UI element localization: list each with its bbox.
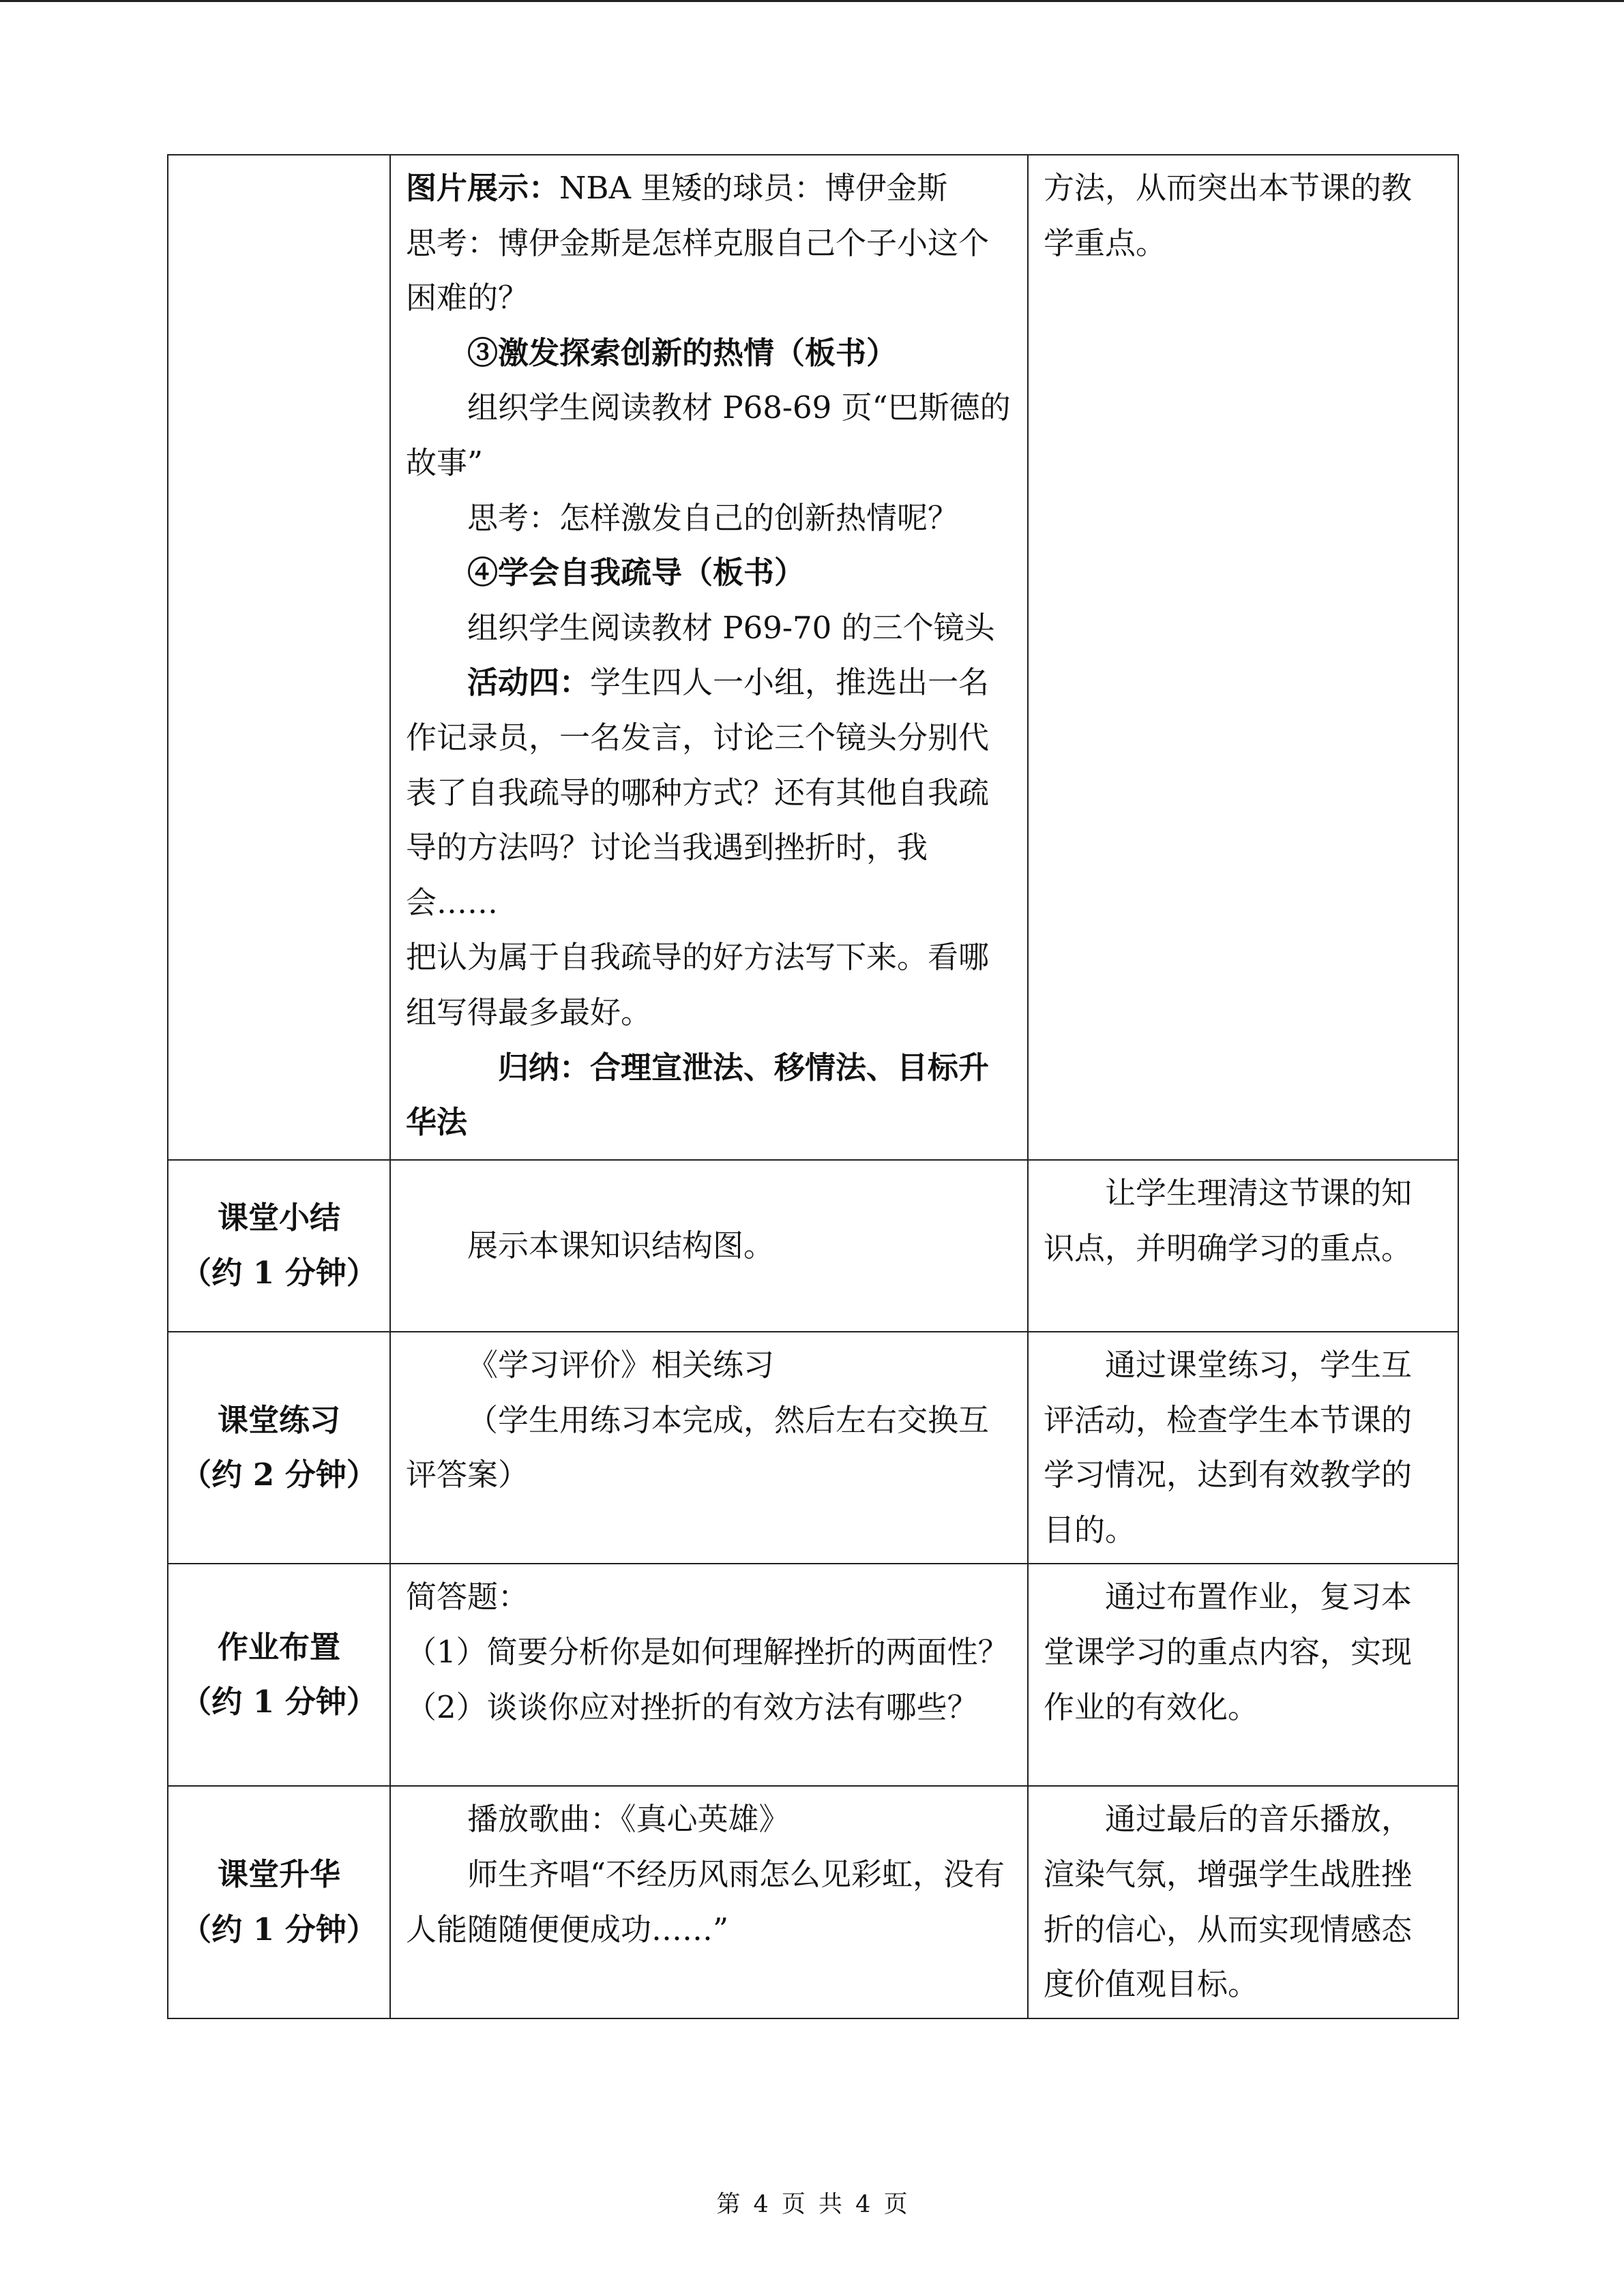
page-top-border xyxy=(0,0,1624,2)
content-line: 简答题： xyxy=(406,1579,529,1615)
content-cell xyxy=(390,1332,1028,1564)
content-heading: ④学会自我疏导（板书） xyxy=(467,554,806,591)
stage-cell xyxy=(168,1332,390,1564)
table-row xyxy=(168,1786,1458,2018)
content-line: 思考：博伊金斯是怎样克服自己个子小这个困难的？ xyxy=(406,224,990,316)
stage-name: 课堂小结 xyxy=(217,1199,340,1236)
content-cell xyxy=(390,1564,1028,1786)
intent-cell xyxy=(1028,1786,1458,2018)
stage-cell-empty xyxy=(168,155,390,1160)
intent-cell xyxy=(1028,1160,1458,1332)
content-line: 《学习评价》相关练习 xyxy=(467,1347,775,1383)
table-row xyxy=(168,1564,1458,1786)
content-line: 图片展示：NBA 里矮的球员：博伊金斯 xyxy=(406,170,948,206)
table-row xyxy=(168,1332,1458,1564)
content-line: （1）简要分析你是如何理解挫折的两面性？ xyxy=(406,1633,1009,1670)
intent-text: 通过布置作业，复习本堂课学习的重点内容，实现作业的有效化。 xyxy=(1044,1579,1413,1725)
content-cell xyxy=(390,155,1028,1160)
intent-cell xyxy=(1028,1332,1458,1564)
stage-time: （约 1 分钟） xyxy=(181,1911,377,1948)
intent-cell xyxy=(1028,155,1458,1160)
content-line: （2）谈谈你应对挫折的有效方法有哪些？ xyxy=(406,1688,978,1725)
stage-time: （约 1 分钟） xyxy=(181,1684,377,1720)
stage-cell xyxy=(168,1564,390,1786)
content-line: 播放歌曲：《真心英雄》 xyxy=(467,1801,790,1838)
content-summary: 归纳：合理宣泄法、移情法、目标升华法 xyxy=(406,1049,990,1141)
stage-cell xyxy=(168,1160,390,1332)
intent-text: 方法，从而突出本节课的教学重点。 xyxy=(1044,170,1413,261)
stage-time: （约 2 分钟） xyxy=(181,1457,377,1493)
content-label: 活动四： xyxy=(467,664,591,701)
content-cell xyxy=(390,1160,1028,1332)
intent-text: 通过最后的音乐播放，渲染气氛，增强学生战胜挫折的信心，从而实现情感态度价值观目标。 xyxy=(1044,1801,1413,2003)
content-label: 图片展示： xyxy=(406,170,560,206)
page-number-footer: 第 4 页 共 4 页 xyxy=(716,2191,908,2218)
table-row xyxy=(168,155,1458,1160)
intent-text: 让学生理清这节课的知识点，并明确学习的重点。 xyxy=(1044,1175,1413,1266)
content-line: 把认为属于自我疏导的好方法写下来。看哪组写得最多最好。 xyxy=(406,939,990,1030)
table-row xyxy=(168,1160,1458,1332)
lesson-plan-table xyxy=(167,154,1459,2019)
content-cell xyxy=(390,1786,1028,2018)
stage-name: 课堂练习 xyxy=(217,1401,340,1438)
content-line: （学生用练习本完成，然后左右交换互评答案） xyxy=(406,1401,990,1493)
stage-name: 作业布置 xyxy=(217,1628,340,1665)
content-line: 活动四：学生四人一小组，推选出一名作记录员，一名发言，讨论三个镜头分别代表了自我疏导的哪种方式？还有其他自我疏导的方法吗？讨论当我遇到挫折时，我会…… xyxy=(406,664,990,921)
intent-text: 通过课堂练习，学生互评活动，检查学生本节课的学习情况，达到有效教学的目的。 xyxy=(1044,1347,1413,1548)
content-line: 展示本课知识结构图。 xyxy=(467,1227,775,1264)
intent-cell xyxy=(1028,1564,1458,1786)
content-line: 师生齐唱“不经历风雨怎么见彩虹，没有人能随随便便成功……” xyxy=(406,1855,1005,1948)
stage-cell xyxy=(168,1786,390,2018)
content-line: 思考：怎样激发自己的创新热情呢？ xyxy=(467,499,959,536)
content-line: 组织学生阅读教材 P69-70 的三个镜头 xyxy=(467,609,995,646)
content-heading: ③激发探索创新的热情（板书） xyxy=(467,334,898,371)
content-line: 组织学生阅读教材 P68-69 页“巴斯德的故事” xyxy=(406,389,1011,481)
stage-time: （约 1 分钟） xyxy=(181,1255,377,1291)
stage-name: 课堂升华 xyxy=(217,1855,340,1892)
